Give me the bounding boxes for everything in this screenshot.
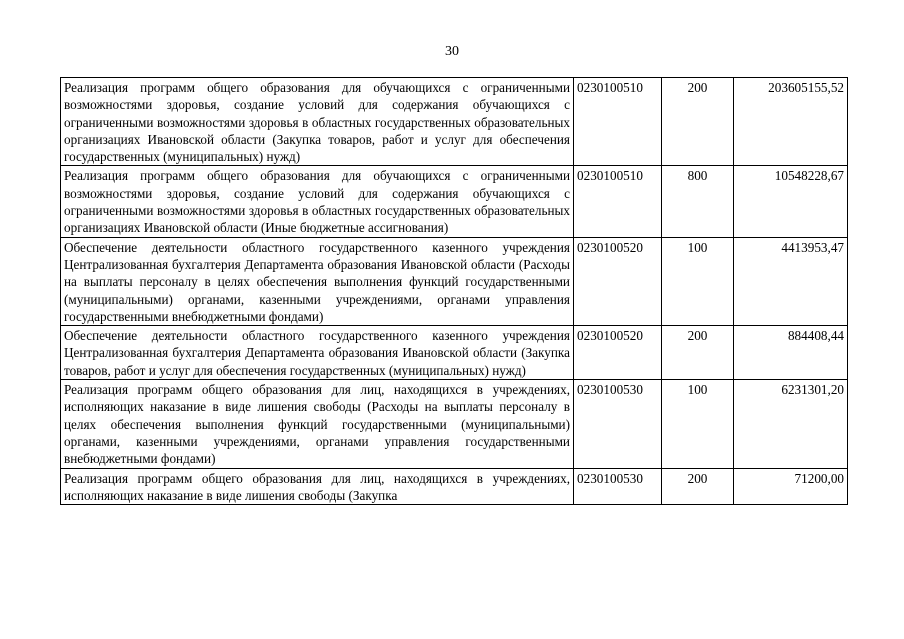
row-amount: 203605155,52 [734,78,848,166]
row-code: 0230100510 [574,166,662,237]
row-expense-type: 200 [662,326,734,380]
row-code: 0230100530 [574,468,662,505]
row-description: Реализация программ общего образования для лиц, находящихся в учреждениях, исполняющих наказание в виде лишения свободы (Расходы на выплаты персоналу в целях обеспечения выполнения функций государственными (муниципальными) органами, казенными учреждениями, органами управления государственными внебюджетными фондами) [61,380,574,468]
row-amount: 4413953,47 [734,237,848,325]
table-row [61,237,848,325]
row-amount: 71200,00 [734,468,848,505]
table-row [61,78,848,166]
row-amount: 10548228,67 [734,166,848,237]
row-code: 0230100530 [574,380,662,468]
row-expense-type: 200 [662,468,734,505]
row-expense-type: 200 [662,78,734,166]
table-row [61,380,848,468]
row-code: 0230100520 [574,326,662,380]
row-description: Обеспечение деятельности областного государственного казенного учреждения Централизованная бухгалтерия Департамента образования Ивановской области (Закупка товаров, работ и услуг для обеспечения государственных (муниципальных) нужд) [61,326,574,380]
table-row [61,468,848,505]
row-description: Реализация программ общего образования для обучающихся с ограниченными возможностями здоровья, создание условий для содержания обучающихся с ограниченными возможностями здоровья в областных государственных образовательных организациях Ивановской области (Закупка товаров, работ и услуг для обеспечения государственных (муниципальных) нужд) [61,78,574,166]
row-description: Обеспечение деятельности областного государственного казенного учреждения Централизованная бухгалтерия Департамента образования Ивановской области (Расходы на выплаты персоналу в целях обеспечения выполнения функций государственными (муниципальными) органами, казенными учреждениями, органами управления государственными внебюджетными фондами) [61,237,574,325]
table-row [61,326,848,380]
table-row [61,166,848,237]
page-number: 30 [445,44,459,59]
row-code: 0230100520 [574,237,662,325]
row-expense-type: 100 [662,237,734,325]
budget-table [60,77,848,505]
row-expense-type: 100 [662,380,734,468]
row-code: 0230100510 [574,78,662,166]
row-description: Реализация программ общего образования для лиц, находящихся в учреждениях, исполняющих наказание в виде лишения свободы (Закупка [61,468,574,505]
row-amount: 6231301,20 [734,380,848,468]
row-amount: 884408,44 [734,326,848,380]
row-expense-type: 800 [662,166,734,237]
row-description: Реализация программ общего образования для обучающихся с ограниченными возможностями здоровья, создание условий для содержания обучающихся с ограниченными возможностями здоровья в областных государственных образовательных организациях Ивановской области (Иные бюджетные ассигнования) [61,166,574,237]
